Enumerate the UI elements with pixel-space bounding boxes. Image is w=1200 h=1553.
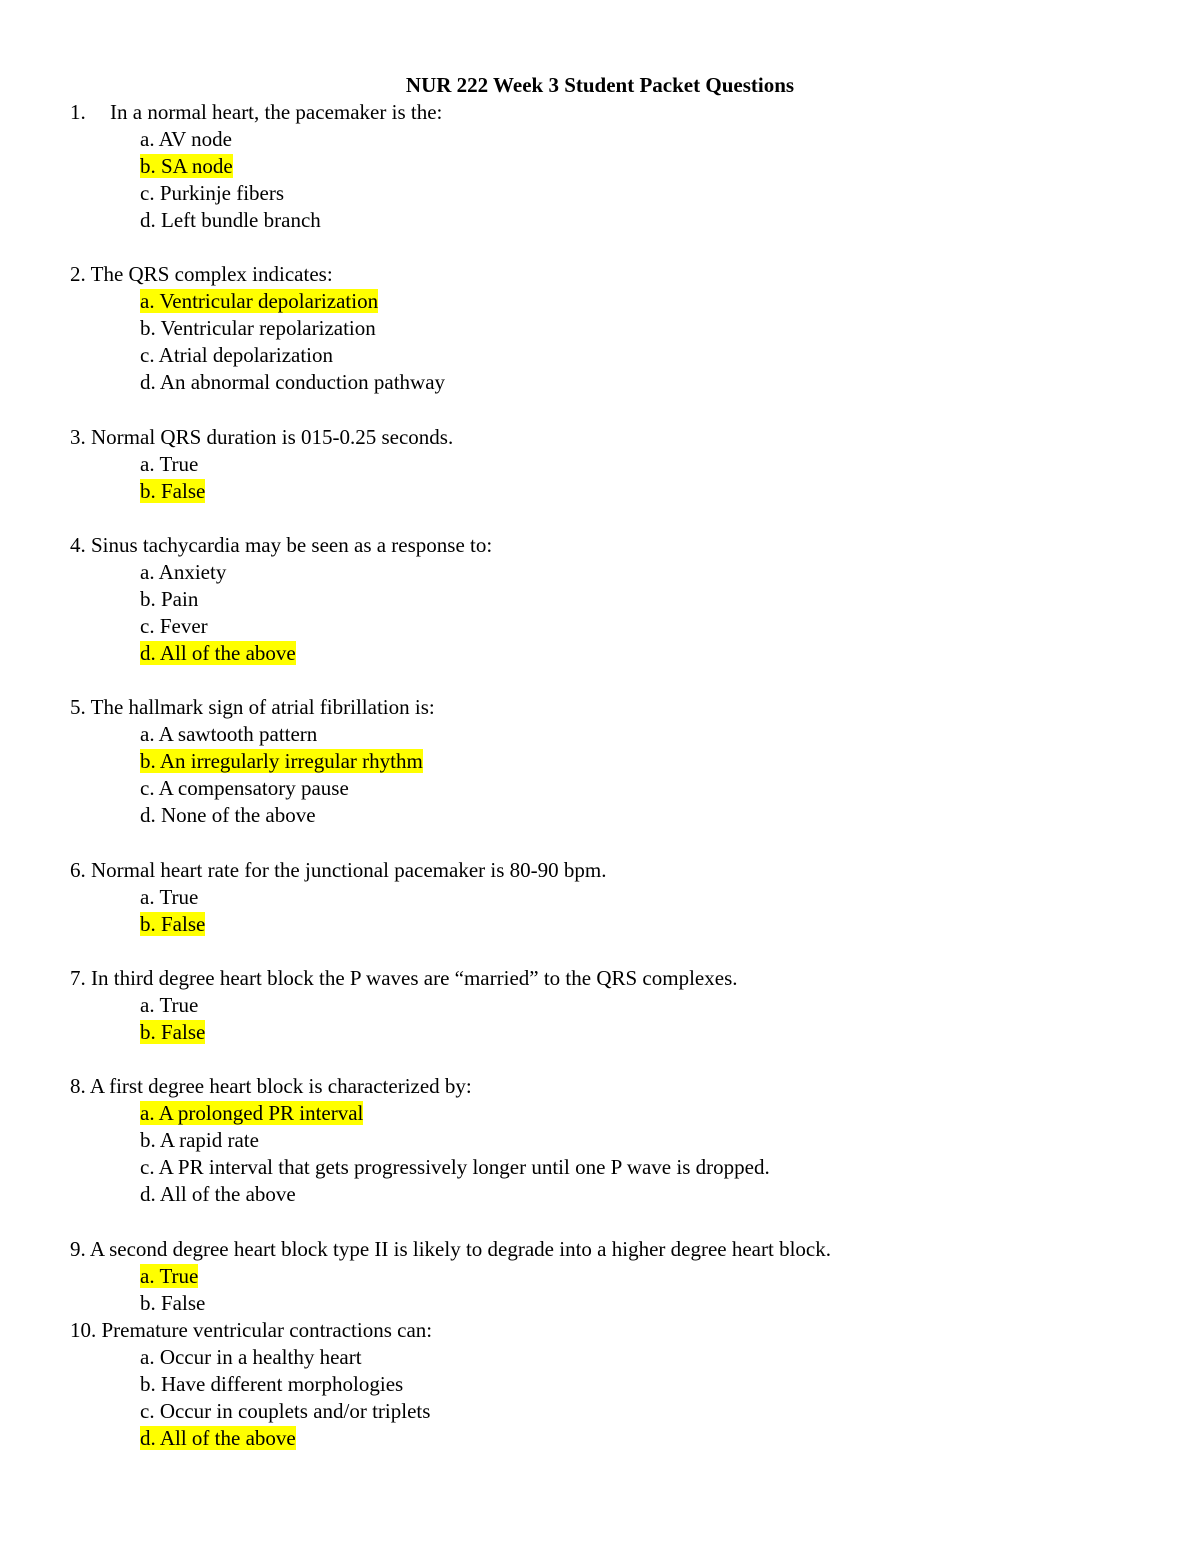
option-label: d. All of the above bbox=[140, 1182, 296, 1206]
option bbox=[140, 315, 376, 342]
question-7: 7. In third degree heart block the P waves are “married” to the QRS complexes. bbox=[70, 966, 738, 990]
option bbox=[140, 559, 226, 586]
option-correct bbox=[140, 153, 233, 180]
question-text: In a normal heart, the pacemaker is the: bbox=[110, 100, 443, 124]
option-correct bbox=[140, 478, 205, 505]
option bbox=[140, 207, 321, 234]
option-label: a. True bbox=[140, 993, 199, 1017]
option-label: b. A rapid rate bbox=[140, 1128, 259, 1152]
option bbox=[140, 342, 333, 369]
option-correct bbox=[140, 1019, 205, 1046]
option bbox=[140, 884, 198, 911]
option-label: a. Occur in a healthy heart bbox=[140, 1345, 362, 1369]
option-label: b. Have different morphologies bbox=[140, 1372, 404, 1396]
option bbox=[140, 1154, 770, 1181]
option-label: d. None of the above bbox=[140, 803, 316, 827]
option-label: b. Pain bbox=[140, 587, 199, 611]
question-10: 10. Premature ventricular contractions can: bbox=[70, 1318, 433, 1342]
option-correct bbox=[140, 911, 205, 938]
highlighted-answer: a. True bbox=[140, 1264, 199, 1288]
option-label: d. An abnormal conduction pathway bbox=[140, 370, 446, 394]
highlighted-answer: a. Ventricular depolarization bbox=[140, 289, 379, 313]
highlighted-answer: b. False bbox=[140, 912, 206, 936]
option-label: a. True bbox=[140, 885, 199, 909]
option-label: c. A PR interval that gets progressively longer until one P wave is dropped. bbox=[140, 1155, 770, 1179]
option bbox=[140, 451, 198, 478]
highlighted-answer: d. All of the above bbox=[140, 1426, 296, 1450]
option-label: a. AV node bbox=[140, 127, 232, 151]
highlighted-answer: b. False bbox=[140, 479, 206, 503]
option-label: c. Occur in couplets and/or triplets bbox=[140, 1399, 431, 1423]
option bbox=[140, 992, 198, 1019]
option-label: a. A sawtooth pattern bbox=[140, 722, 318, 746]
option bbox=[140, 1371, 403, 1398]
question-4: 4. Sinus tachycardia may be seen as a response to: bbox=[70, 533, 493, 557]
option bbox=[140, 1398, 430, 1425]
question-8: 8. A first degree heart block is characterized by: bbox=[70, 1074, 472, 1098]
highlighted-answer: a. A prolonged PR interval bbox=[140, 1101, 364, 1125]
option-label: c. Purkinje fibers bbox=[140, 181, 285, 205]
highlighted-answer: d. All of the above bbox=[140, 641, 296, 665]
option-label: a. Anxiety bbox=[140, 560, 227, 584]
question-1 bbox=[70, 99, 442, 126]
option bbox=[140, 1290, 205, 1317]
option bbox=[140, 613, 208, 640]
option-label: b. False bbox=[140, 1291, 206, 1315]
option bbox=[140, 126, 232, 153]
option-label: c. Fever bbox=[140, 614, 208, 638]
option-correct bbox=[140, 640, 296, 667]
option bbox=[140, 775, 349, 802]
option-label: b. Ventricular repolarization bbox=[140, 316, 376, 340]
option-correct bbox=[140, 1263, 198, 1290]
question-9: 9. A second degree heart block type II is likely to degrade into a higher degree heart block. bbox=[70, 1237, 831, 1261]
option bbox=[140, 1127, 259, 1154]
option bbox=[140, 1344, 362, 1371]
highlighted-answer: b. SA node bbox=[140, 154, 233, 178]
option bbox=[140, 1181, 296, 1208]
option-label: c. Atrial depolarization bbox=[140, 343, 334, 367]
highlighted-answer: b. False bbox=[140, 1020, 206, 1044]
highlighted-answer: b. An irregularly irregular rhythm bbox=[140, 749, 423, 773]
option-correct bbox=[140, 1100, 363, 1127]
option bbox=[140, 369, 445, 396]
document-title: NUR 222 Week 3 Student Packet Questions bbox=[405, 73, 795, 97]
option bbox=[140, 586, 198, 613]
option-correct bbox=[140, 288, 378, 315]
option-label: a. True bbox=[140, 452, 199, 476]
option-label: c. A compensatory pause bbox=[140, 776, 349, 800]
question-number: 1. bbox=[70, 100, 86, 124]
question-5: 5. The hallmark sign of atrial fibrillation is: bbox=[70, 695, 435, 719]
question-6: 6. Normal heart rate for the junctional pacemaker is 80-90 bpm. bbox=[70, 858, 607, 882]
question-3: 3. Normal QRS duration is 015-0.25 seconds. bbox=[70, 425, 454, 449]
question-2: 2. The QRS complex indicates: bbox=[70, 262, 333, 286]
option-label: d. Left bundle branch bbox=[140, 208, 321, 232]
option-correct bbox=[140, 748, 423, 775]
option-correct bbox=[140, 1425, 296, 1452]
option bbox=[140, 180, 284, 207]
option bbox=[140, 721, 317, 748]
option bbox=[140, 802, 316, 829]
